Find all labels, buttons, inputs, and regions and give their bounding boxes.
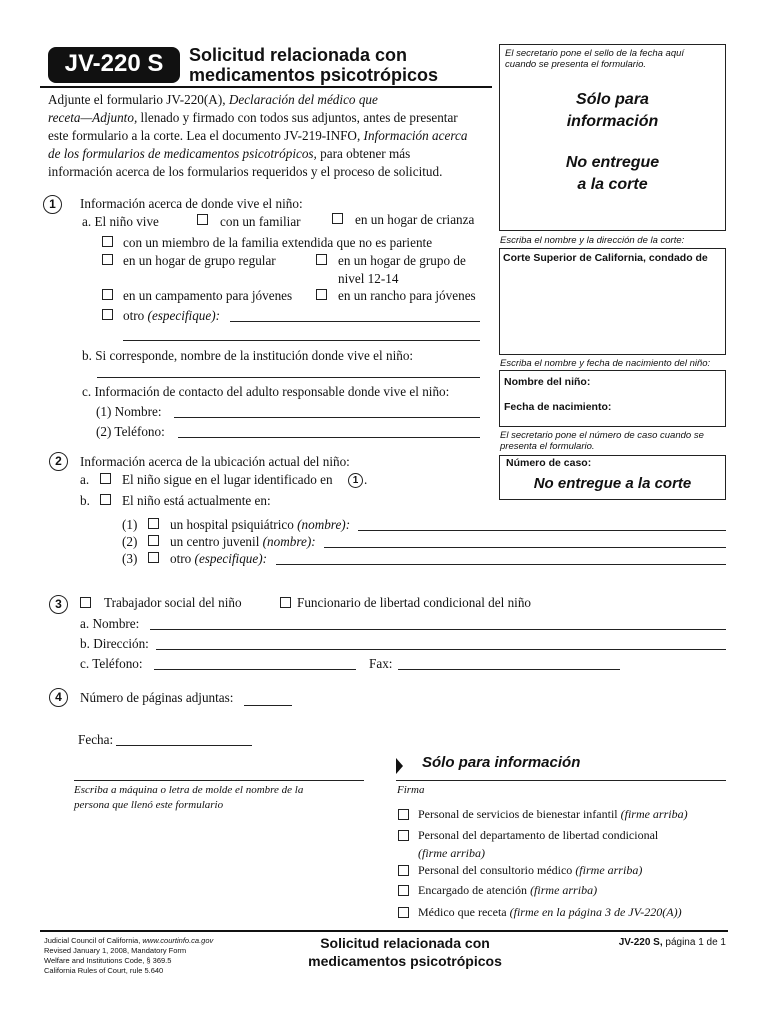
s2-b: b. bbox=[80, 493, 90, 508]
s3-c: c. Teléfono: bbox=[80, 656, 143, 671]
footer-l4: California Rules of Court, rule 5.640 bbox=[44, 966, 164, 975]
s2-n1-text: un hospital psiquiátrico (nombre): bbox=[170, 517, 351, 532]
court-name: Corte Superior de California, condado de bbox=[503, 252, 708, 264]
s4-title: Número de páginas adjuntas: bbox=[80, 690, 234, 705]
arrow-right-icon bbox=[396, 758, 403, 774]
checkbox-youth-camp[interactable] bbox=[102, 289, 113, 300]
s2-n1: (1) bbox=[122, 517, 138, 532]
dont-file-1: No entregue bbox=[565, 154, 660, 171]
checkbox-social-worker[interactable] bbox=[80, 597, 91, 608]
date-line[interactable] bbox=[116, 745, 252, 746]
footer-left bbox=[44, 936, 213, 976]
opt-camp: en un campamento para jóvenes bbox=[123, 288, 293, 303]
footer-title-2: medicamentos psicotrópicos bbox=[308, 953, 502, 969]
info-heading: Sólo para información bbox=[422, 754, 581, 771]
section-4-number: 4 bbox=[49, 688, 68, 707]
checkbox-other-location[interactable] bbox=[148, 552, 159, 563]
section-3-number: 3 bbox=[49, 595, 68, 614]
s2-n3-text: otro (especifique): bbox=[170, 551, 268, 566]
form-title-line1: Solicitud relacionada con bbox=[189, 45, 408, 65]
s1-b: b. Si corresponde, nombre de la institución donde vive el niño: bbox=[82, 348, 414, 363]
pages-line[interactable] bbox=[244, 705, 292, 706]
clerk-stamp-box bbox=[499, 44, 726, 231]
s2-n2-text: un centro juvenil (nombre): bbox=[170, 534, 316, 549]
section-1-ref: 1 bbox=[348, 473, 363, 488]
checkbox-probation-officer[interactable] bbox=[280, 597, 291, 608]
s3-b: b. Dirección: bbox=[80, 636, 149, 651]
role-1: Personal de servicios de bienestar infantil (firme arriba) bbox=[418, 807, 688, 821]
checkbox-child-welfare[interactable] bbox=[398, 809, 409, 820]
case-dont-file: No entregue a la corte bbox=[533, 475, 692, 492]
s1-c1: (1) Nombre: bbox=[96, 404, 162, 419]
opt-group14-1: en un hogar de grupo de bbox=[338, 253, 466, 268]
s1-c2: (2) Teléfono: bbox=[96, 424, 165, 439]
role-3: Personal del consultorio médico (firme arriba) bbox=[418, 863, 643, 877]
checkbox-with-family[interactable] bbox=[197, 214, 208, 225]
hospital-name-line[interactable] bbox=[358, 530, 726, 531]
checkbox-foster-home[interactable] bbox=[332, 213, 343, 224]
checkbox-extended-family[interactable] bbox=[102, 236, 113, 247]
firma-label: Firma bbox=[397, 784, 425, 796]
footer-l2: Revised January 1, 2008, Mandatory Form bbox=[44, 946, 187, 955]
checkbox-juvenile-center[interactable] bbox=[148, 535, 159, 546]
opt-extended: con un miembro de la familia extendida que no es pariente bbox=[123, 235, 433, 250]
opt-group14-2: nivel 12-14 bbox=[338, 271, 399, 286]
name-note-2: persona que llenó este formulario bbox=[74, 799, 224, 811]
adult-name-line[interactable] bbox=[174, 417, 480, 418]
opt-foster: en un hogar de crianza bbox=[355, 212, 475, 227]
child-name-label: Nombre del niño: bbox=[504, 376, 591, 388]
info-only-2: información bbox=[566, 113, 659, 130]
checkbox-group-home[interactable] bbox=[102, 254, 113, 265]
s2-n2: (2) bbox=[122, 534, 138, 549]
checkbox-same-place[interactable] bbox=[100, 473, 111, 484]
worker-address-line[interactable] bbox=[156, 649, 726, 650]
intro-line4: de los formularios de medicamentos psicotrópicos, para obtener más bbox=[48, 146, 411, 161]
role-2: Personal del departamento de libertad condicional bbox=[418, 828, 659, 842]
opt-ranch: en un rancho para jóvenes bbox=[338, 288, 476, 303]
intro-line3: este formulario a la corte. Lea el documento JV-219-INFO, Información acerca bbox=[48, 128, 468, 143]
checkbox-currently-in[interactable] bbox=[100, 494, 111, 505]
adult-phone-line[interactable] bbox=[178, 437, 480, 438]
footer-page: JV-220 S, página 1 de 1 bbox=[618, 937, 726, 948]
date-label: Fecha: bbox=[78, 732, 114, 747]
worker-phone-line[interactable] bbox=[154, 669, 356, 670]
form-id: JV-220 S bbox=[64, 50, 164, 77]
footer-title-1: Solicitud relacionada con bbox=[320, 935, 490, 951]
opt-family: con un familiar bbox=[220, 214, 301, 229]
checkbox-caregiver[interactable] bbox=[398, 885, 409, 896]
s1-c: c. Información de contacto del adulto responsable donde vive el niño: bbox=[82, 384, 450, 399]
case-label: El secretario pone el número de caso cuando se presenta el formulario. bbox=[500, 430, 704, 452]
child-label: Escriba el nombre y fecha de nacimiento del niño: bbox=[500, 358, 711, 369]
juvenile-name-line[interactable] bbox=[324, 547, 726, 548]
s3-fax: Fax: bbox=[369, 656, 393, 671]
s2-a: a. bbox=[80, 472, 90, 487]
name-note-1: Escriba a máquina o letra de molde el nombre de la bbox=[74, 784, 304, 796]
checkbox-prescribing-physician[interactable] bbox=[398, 907, 409, 918]
footer-rule bbox=[40, 930, 728, 932]
checkbox-group-home-12-14[interactable] bbox=[316, 254, 327, 265]
checkbox-probation-dept[interactable] bbox=[398, 830, 409, 841]
s2-a-period: . bbox=[364, 472, 368, 487]
s1-title: Información acerca de donde vive el niño: bbox=[80, 196, 303, 211]
name-line[interactable] bbox=[74, 780, 364, 781]
s2-a-text: El niño sigue en el lugar identificado en bbox=[122, 472, 333, 487]
opt-group: en un hogar de grupo regular bbox=[123, 253, 276, 268]
signature-line[interactable] bbox=[396, 780, 726, 781]
case-number-label: Número de caso: bbox=[506, 457, 592, 469]
s3-social: Trabajador social del niño bbox=[104, 595, 242, 610]
s3-a: a. Nombre: bbox=[80, 616, 140, 631]
s2-title: Información acerca de la ubicación actual del niño: bbox=[80, 454, 350, 469]
role-5: Médico que receta (firme en la página 3 de JV-220(A)) bbox=[418, 905, 682, 919]
checkbox-other[interactable] bbox=[102, 309, 113, 320]
checkbox-medical-office[interactable] bbox=[398, 865, 409, 876]
s3-probation: Funcionario de libertad condicional del niño bbox=[297, 595, 532, 610]
role-4: Encargado de atención (firme arriba) bbox=[418, 883, 598, 897]
s2-b-text: El niño está actualmente en: bbox=[122, 493, 271, 508]
worker-fax-line[interactable] bbox=[398, 669, 620, 670]
section-2-number: 2 bbox=[49, 452, 68, 471]
form-title-line2: medicamentos psicotrópicos bbox=[189, 65, 439, 85]
opt-other: otro (especifique): bbox=[123, 308, 221, 323]
role-2-note: (firme arriba) bbox=[418, 846, 485, 860]
footer-l1: Judicial Council of California, www.courtinfo.ca.gov bbox=[44, 936, 214, 945]
other-specify-line[interactable] bbox=[230, 321, 480, 322]
s2-n3: (3) bbox=[122, 551, 138, 566]
checkbox-youth-ranch[interactable] bbox=[316, 289, 327, 300]
worker-name-line[interactable] bbox=[150, 629, 726, 630]
section-1-number: 1 bbox=[43, 195, 62, 214]
institution-line[interactable] bbox=[97, 377, 480, 378]
intro-line1: Adjunte el formulario JV-220(A), Declaración del médico que bbox=[48, 92, 378, 107]
court-box[interactable] bbox=[499, 248, 726, 355]
s1-a-label: a. El niño vive bbox=[82, 214, 159, 229]
stamp-note: El secretario pone el sello de la fecha aquí cuando se presenta el formulario. bbox=[505, 48, 685, 70]
court-label: Escriba el nombre y la dirección de la corte: bbox=[500, 235, 685, 246]
intro-line2: receta—Adjunto, llenado y firmado con todos sus adjuntos, antes de presentar bbox=[48, 110, 458, 125]
info-only-1: Sólo para bbox=[576, 91, 649, 108]
child-dob-label: Fecha de nacimiento: bbox=[504, 401, 612, 413]
header-rule bbox=[40, 86, 492, 88]
intro-line5: información acerca de los formularios requeridos y el proceso de solicitud. bbox=[48, 164, 443, 179]
other-location-line[interactable] bbox=[276, 564, 726, 565]
checkbox-hospital[interactable] bbox=[148, 518, 159, 529]
dont-file-2: a la corte bbox=[577, 176, 648, 193]
other-specify-line-2[interactable] bbox=[123, 340, 480, 341]
footer-l3: Welfare and Institutions Code, § 369.5 bbox=[44, 956, 172, 965]
